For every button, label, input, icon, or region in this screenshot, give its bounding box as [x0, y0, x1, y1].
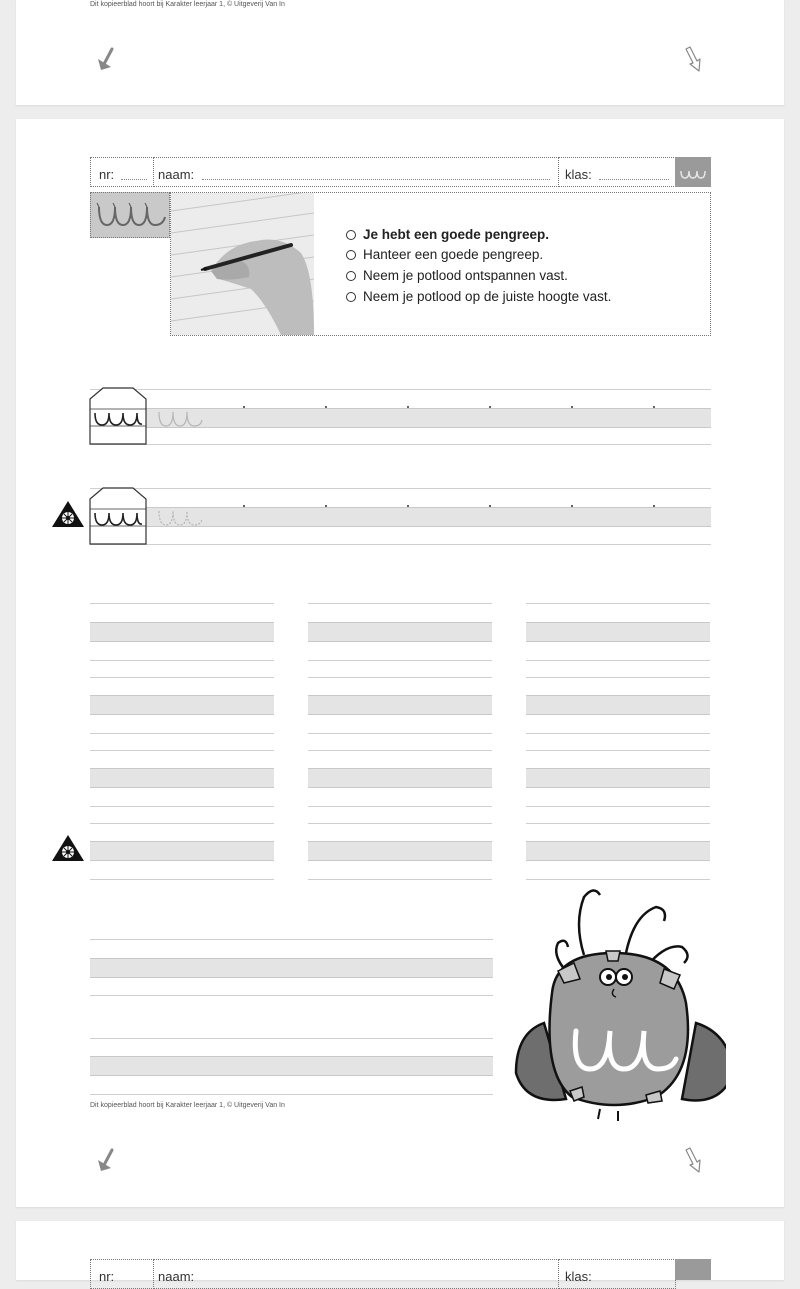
trace-letters-icon [156, 505, 206, 529]
arrow-down-right-icon[interactable] [680, 45, 704, 75]
pencil-grip-illustration [171, 193, 314, 335]
letter-stroke-demo-icon [91, 193, 171, 239]
bug-mascot-illustration [496, 883, 726, 1123]
option-good-grip[interactable]: Je hebt een goede pengreep. [346, 227, 549, 242]
triangle-warning-icon [51, 834, 85, 862]
triangle-warning-icon [51, 500, 85, 528]
klas-field[interactable] [558, 1259, 676, 1289]
nr-label: nr: [99, 167, 115, 182]
letter-house-icon [89, 487, 147, 545]
nr-field[interactable] [90, 1259, 154, 1289]
arrow-down-right-icon[interactable] [680, 1146, 704, 1176]
option-relaxed-hold[interactable]: Neem je potlood ontspannen vast. [346, 268, 568, 283]
klas-field[interactable] [558, 157, 676, 187]
klas-label: klas: [565, 167, 592, 182]
klas-label: klas: [565, 1269, 592, 1284]
letter-demo-box [90, 192, 170, 238]
letter-badge [675, 1259, 711, 1280]
trace-letters-icon [156, 406, 206, 430]
naam-field[interactable] [153, 157, 559, 187]
radio-circle[interactable] [346, 230, 356, 240]
naam-line [202, 179, 550, 180]
letter-house-icon [89, 387, 147, 445]
naam-field[interactable] [153, 1259, 559, 1289]
page-worksheet [16, 119, 784, 1207]
page-next [16, 1221, 784, 1284]
option-handle-grip[interactable]: Hanteer een goede pengreep. [346, 247, 543, 262]
letter-uu-badge-icon [675, 157, 711, 187]
arrow-down-left-icon[interactable] [94, 45, 118, 75]
letter-badge [675, 157, 711, 187]
nr-line [121, 179, 147, 180]
radio-circle[interactable] [346, 292, 356, 302]
copyright-footer-top: Dit kopieerblad hoort bij Karakter leerjaar 1, © Uitgeverij Van In [90, 1, 285, 8]
copyright-footer: Dit kopieerblad hoort bij Karakter leerjaar 1, © Uitgeverij Van In [90, 1102, 285, 1109]
nr-field[interactable] [90, 157, 154, 187]
nr-label: nr: [99, 1269, 115, 1284]
pencil-grip-photo [171, 193, 314, 335]
klas-line [599, 179, 669, 180]
naam-label: naam: [158, 1269, 195, 1284]
radio-circle[interactable] [346, 271, 356, 281]
option-correct-height[interactable]: Neem je potlood op de juiste hoogte vast. [346, 289, 611, 304]
page-previous [16, 0, 784, 105]
radio-circle[interactable] [346, 250, 356, 260]
arrow-down-left-icon[interactable] [94, 1146, 118, 1176]
naam-label: naam: [158, 167, 195, 182]
